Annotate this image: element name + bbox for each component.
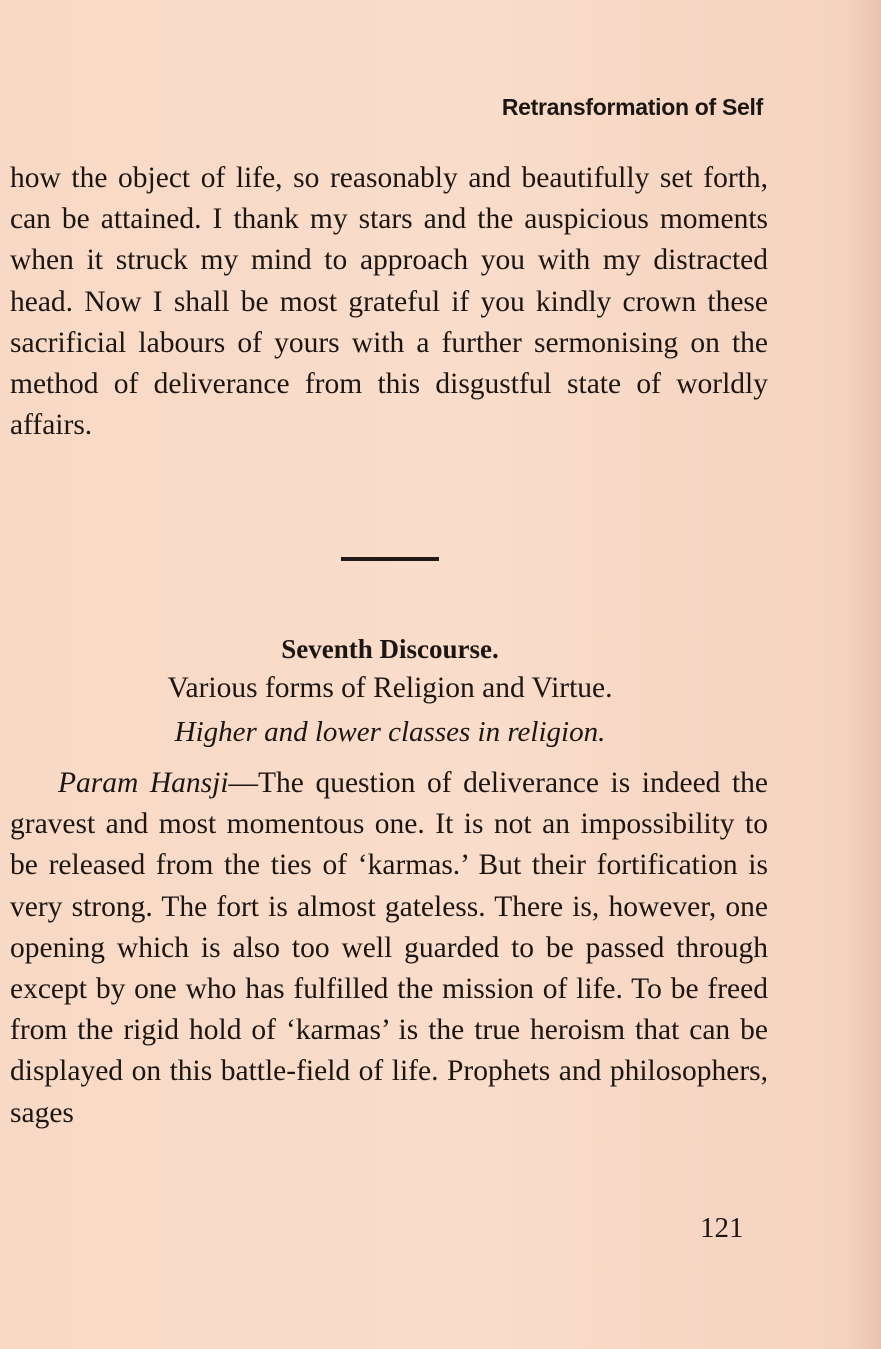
running-header: Retransformation of Self <box>501 94 763 120</box>
page-number: 121 <box>700 1212 744 1244</box>
paragraph-2 <box>10 763 768 1134</box>
paragraph-1: how the object of life, so reasonably and beautifully set forth, can be attained. I thank my stars and the auspicious moments when it struck my mind to approach you with my distracted head. Now I shall be most grateful if you kindly crown these sacrificial labours of yours with a further sermonising on the method of deliverance from this disgustful state of worldly affairs. <box>10 162 768 442</box>
section-divider <box>341 557 439 561</box>
paragraph-2-text: —The question of deliverance is indeed the gravest and most momentous one. It is not an impossibility to be released from the ties of ‘karmas.’ But their fortification is very strong. The fort is almost gateless. There is, however, one opening which is also too well guarded to be passed through except by one who has fulfilled the mission of life. To be freed from the rigid hold of ‘karmas’ is the true heroism that can be displayed on this battle-field of life. Prophets and philosophers, sages <box>10 767 768 1129</box>
section-subtitle: Various forms of Religion and Virtue. <box>167 672 613 704</box>
section-subtitle-italic: Higher and lower classes in religion. <box>174 716 606 748</box>
speaker-name: Param Hansji <box>58 767 229 799</box>
section-title: Seventh Discourse. <box>281 634 499 664</box>
